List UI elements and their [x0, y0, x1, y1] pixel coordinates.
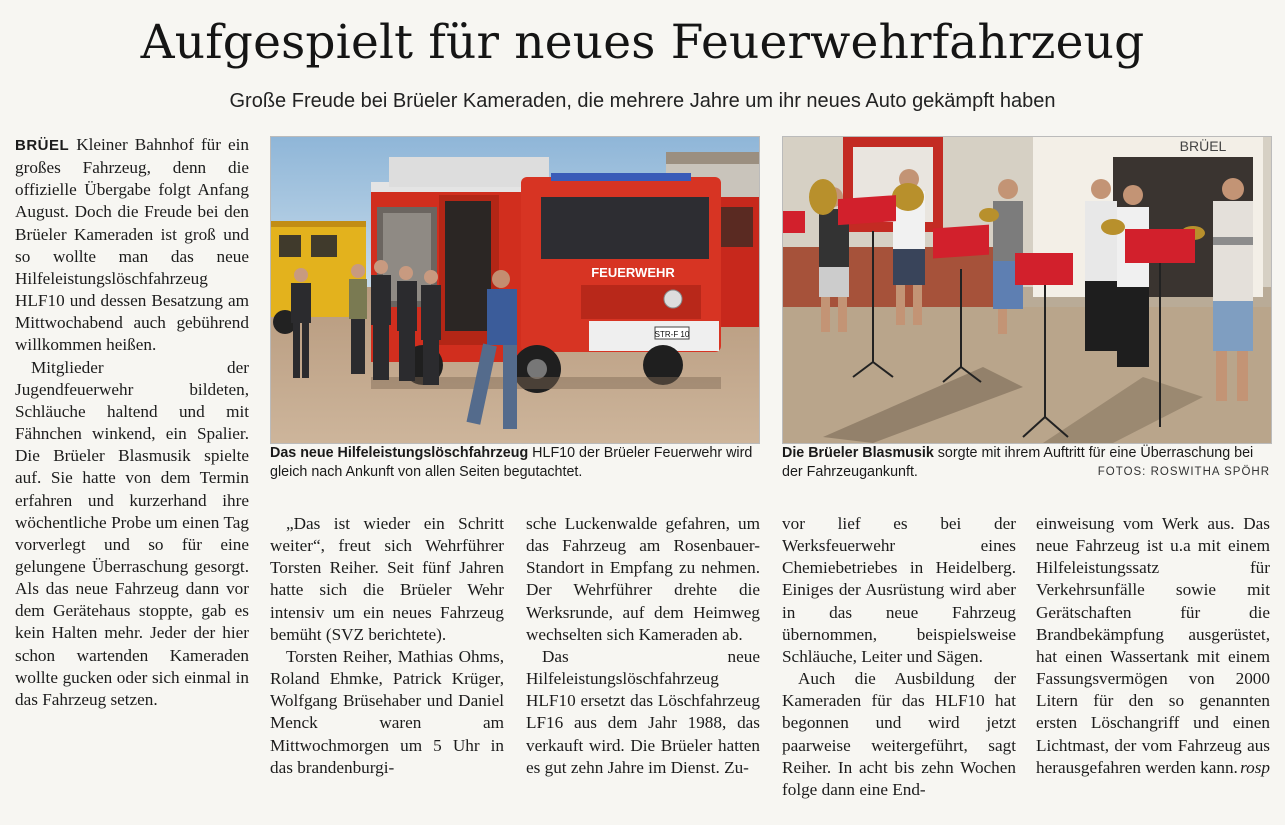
- photo1-caption: [270, 444, 760, 482]
- caption-text: HLF10 der Brüeler Feuerwehr wird gleich nach Ankunft von allen Seiten begutachtet.: [270, 445, 753, 480]
- fire-truck-image: [271, 137, 759, 443]
- paragraph: [1036, 513, 1270, 779]
- paragraph: „Das ist wieder ein Schritt weiter“, freut sich Wehrführer Torsten Reiher. Seit fünf Jahren hatte sich die Brüeler Wehr intensiv um ein neues Fahrzeug bemüht (SVZ berichtete).: [270, 514, 504, 644]
- caption-text: sorgte mit ihrem Auftritt für eine Überraschung bei der Fahrzeugankunft.: [782, 445, 1254, 480]
- caption-bold: Die Brüeler Blasmusik: [782, 445, 934, 461]
- paragraph: Auch die Ausbildung der Kameraden für das HLF10 hat begonnen und wird jetzt paarweise weitergeführt, sagt Reiher. In acht bis zehn Wochen folge dann eine End-: [782, 669, 1016, 799]
- paragraph-text: einweisung vom Werk aus. Das neue Fahrzeug ist u.a mit einem Hilfeleistungssatz für Verkehrsunfälle sowie mit Gerätschaften für die Brandbekämpfung ausgerüstet, hat einen Wassertank mit einem Fassungsvermögen von 2000 Litern für den so genannten ersten Löschangriff und einen Lichtmast, der vom Fahrzeug aus herausgefahren werden kann.: [1036, 514, 1270, 777]
- dateline: BRÜEL: [15, 137, 70, 154]
- lead-text: Kleiner Bahnhof für ein großes Fahrzeug, denn die offizielle Übergabe folgt Anfang August. Doch die Freude bei den Brüeler Kameraden ist groß und so wollte man das neue Hilfeleistungslöschfahrzeug HLF10 und dessen Besatzung am Mittwochabend auch gebührend willkommen heißen.: [15, 135, 249, 355]
- photo-fire-truck: [270, 136, 760, 444]
- paragraph: vor lief es bei der Werksfeuerwehr eines Chemiebetriebes in Heidelberg. Einiges der Ausrüstung wird aber in das neue Fahrzeug übernommen, beispielsweise Schläuche, Leiter und Sägen.: [782, 514, 1016, 666]
- headline: Aufgespielt für neues Feuerwehrfahrzeug: [140, 15, 1145, 70]
- paragraph: Mitglieder der Jugendfeuerwehr bildeten, Schläuche haltend und mit Fähnchen winkend, ein Spalier. Die Brüeler Blasmusik spielte auf. Sie hatte von dem Termin erfahren und kurzerhand ihre wöchentliche Probe um einen Tag vorverlegt und so für eine gelungene Überraschung gesorgt. Als das neue Fahrzeug dann vor dem Gerätehaus stoppte, gab es kein Halten mehr. Jeder der hier schon wartenden Kameraden wollte gucken oder sich einmal in das Fahrzeug setzen.: [15, 357, 249, 709]
- lead-paragraph: [15, 134, 249, 357]
- article-column-2: [270, 513, 504, 779]
- article-column-3: [526, 513, 760, 779]
- caption-bold: Das neue Hilfeleistungslöschfahrzeug: [270, 445, 529, 461]
- article-column-4: [782, 513, 1016, 801]
- paragraph: sche Luckenwalde gefahren, um das Fahrzeug am Rosenbauer-Standort in Empfang zu nehmen. Der Wehrführer drehte die Werksrunde, auf dem Heimweg wechselten sich Kameraden ab.: [526, 514, 760, 644]
- brass-band-image: [783, 137, 1271, 443]
- photo-credit: FOTOS: ROSWITHA SPÖHR: [1097, 466, 1270, 478]
- author-signature: rosp: [1240, 757, 1270, 777]
- license-plate: STR-F 10: [654, 330, 690, 339]
- subheadline: Große Freude bei Brüeler Kameraden, die mehrere Jahre um ihr neues Auto gekämpft haben: [229, 90, 1056, 112]
- paragraph: Torsten Reiher, Mathias Ohms, Roland Ehmke, Patrick Krüger, Wolfgang Brüsehaber und Daniel Menck waren am Mittwochmorgen um 5 Uhr in das brandenburgi-: [270, 646, 504, 777]
- building-sign: BRÜEL: [1179, 138, 1227, 154]
- article-column-5: [1036, 513, 1270, 779]
- truck-lettering: FEUERWEHR: [591, 265, 675, 280]
- paragraph: Das neue Hilfeleistungslöschfahrzeug HLF10 ersetzt das Löschfahrzeug LF16 aus dem Jahr 1988, das verkauft wird. Die Brüeler hatten es gut zehn Jahre im Dienst. Zu-: [526, 646, 760, 777]
- article-column-1: [15, 134, 249, 711]
- photo-brass-band: [782, 136, 1272, 444]
